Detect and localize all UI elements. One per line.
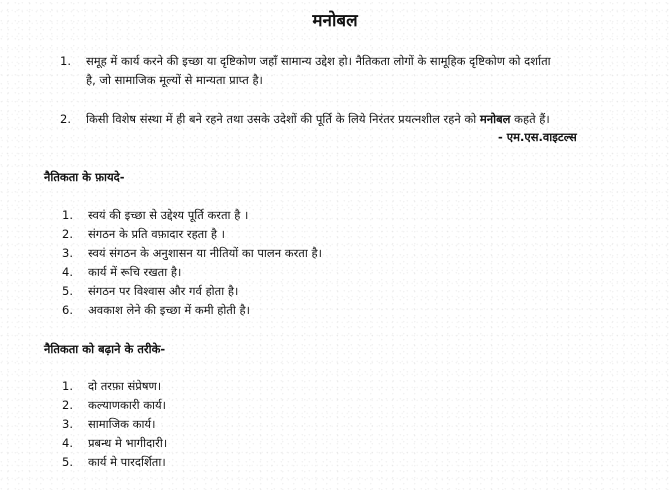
page-title: मनोबल <box>312 11 358 31</box>
item-number: 2. <box>62 227 73 241</box>
definition-bold-term: मनोबल <box>479 112 511 126</box>
item-number: 1. <box>62 208 73 222</box>
item-text: प्रबन्ध मे भागीदारी। <box>88 436 168 450</box>
item-text: स्वयं की इच्छा से उद्देश्य पूर्ति करता है । <box>88 208 249 222</box>
definition-text-before: किसी विशेष संस्था में ही बने रहने तथा उसके उदेशों की पूर्ति के लिये निरंतर प्रयत्नशील रहने को <box>86 112 480 126</box>
item-text: सामाजिक कार्य। <box>88 417 156 431</box>
item-text: संगठन पर विश्वास और गर्व होता है। <box>88 284 239 298</box>
definition-text <box>86 110 550 129</box>
definition-text <box>86 52 551 90</box>
item-text: कल्याणकारी कार्य। <box>88 398 167 412</box>
item-number: 1. <box>62 379 73 393</box>
benefits-heading: नैतिकता के फ़ायदे- <box>44 170 125 184</box>
methods-heading: नैतिकता को बढ़ाने के तरीके- <box>44 342 166 356</box>
item-text: कार्य में रूचि रखता है। <box>88 265 182 279</box>
definition-text-after: कहते हैं। <box>510 112 550 126</box>
item-number: 3. <box>62 417 73 431</box>
item-number: 5. <box>62 455 73 469</box>
definition-line-1: समूह में कार्य करने की इच्छा या दृष्टिकोण जहाँ सामान्य उद्देश हो। नैतिकता लोगों के सामूहिक दृष्टिकोण को दर्शाता <box>86 54 551 68</box>
definition-number: 1. <box>60 54 71 68</box>
item-text: संगठन के प्रति वफ़ादार रहता है । <box>88 227 225 241</box>
item-number: 3. <box>62 246 73 260</box>
item-number: 6. <box>62 303 73 317</box>
item-text: अवकाश लेने की इच्छा में कमी होती है। <box>88 303 250 317</box>
item-number: 5. <box>62 284 73 298</box>
item-number: 2. <box>62 398 73 412</box>
definition-number: 2. <box>60 112 71 126</box>
item-text: स्वयं संगठन के अनुशासन या नीतियों का पालन करता है। <box>88 246 322 260</box>
definition-line-2: है, जो सामाजिक मूल्यों से मान्यता प्राप्त है। <box>86 73 263 87</box>
item-number: 4. <box>62 265 73 279</box>
author-attribution: - एम.एस.वाइटल्स <box>498 130 577 144</box>
item-number: 4. <box>62 436 73 450</box>
item-text: दो तरफ़ा संप्रेषण। <box>88 379 162 393</box>
item-text: कार्य मे पारदर्शिता। <box>88 455 166 469</box>
